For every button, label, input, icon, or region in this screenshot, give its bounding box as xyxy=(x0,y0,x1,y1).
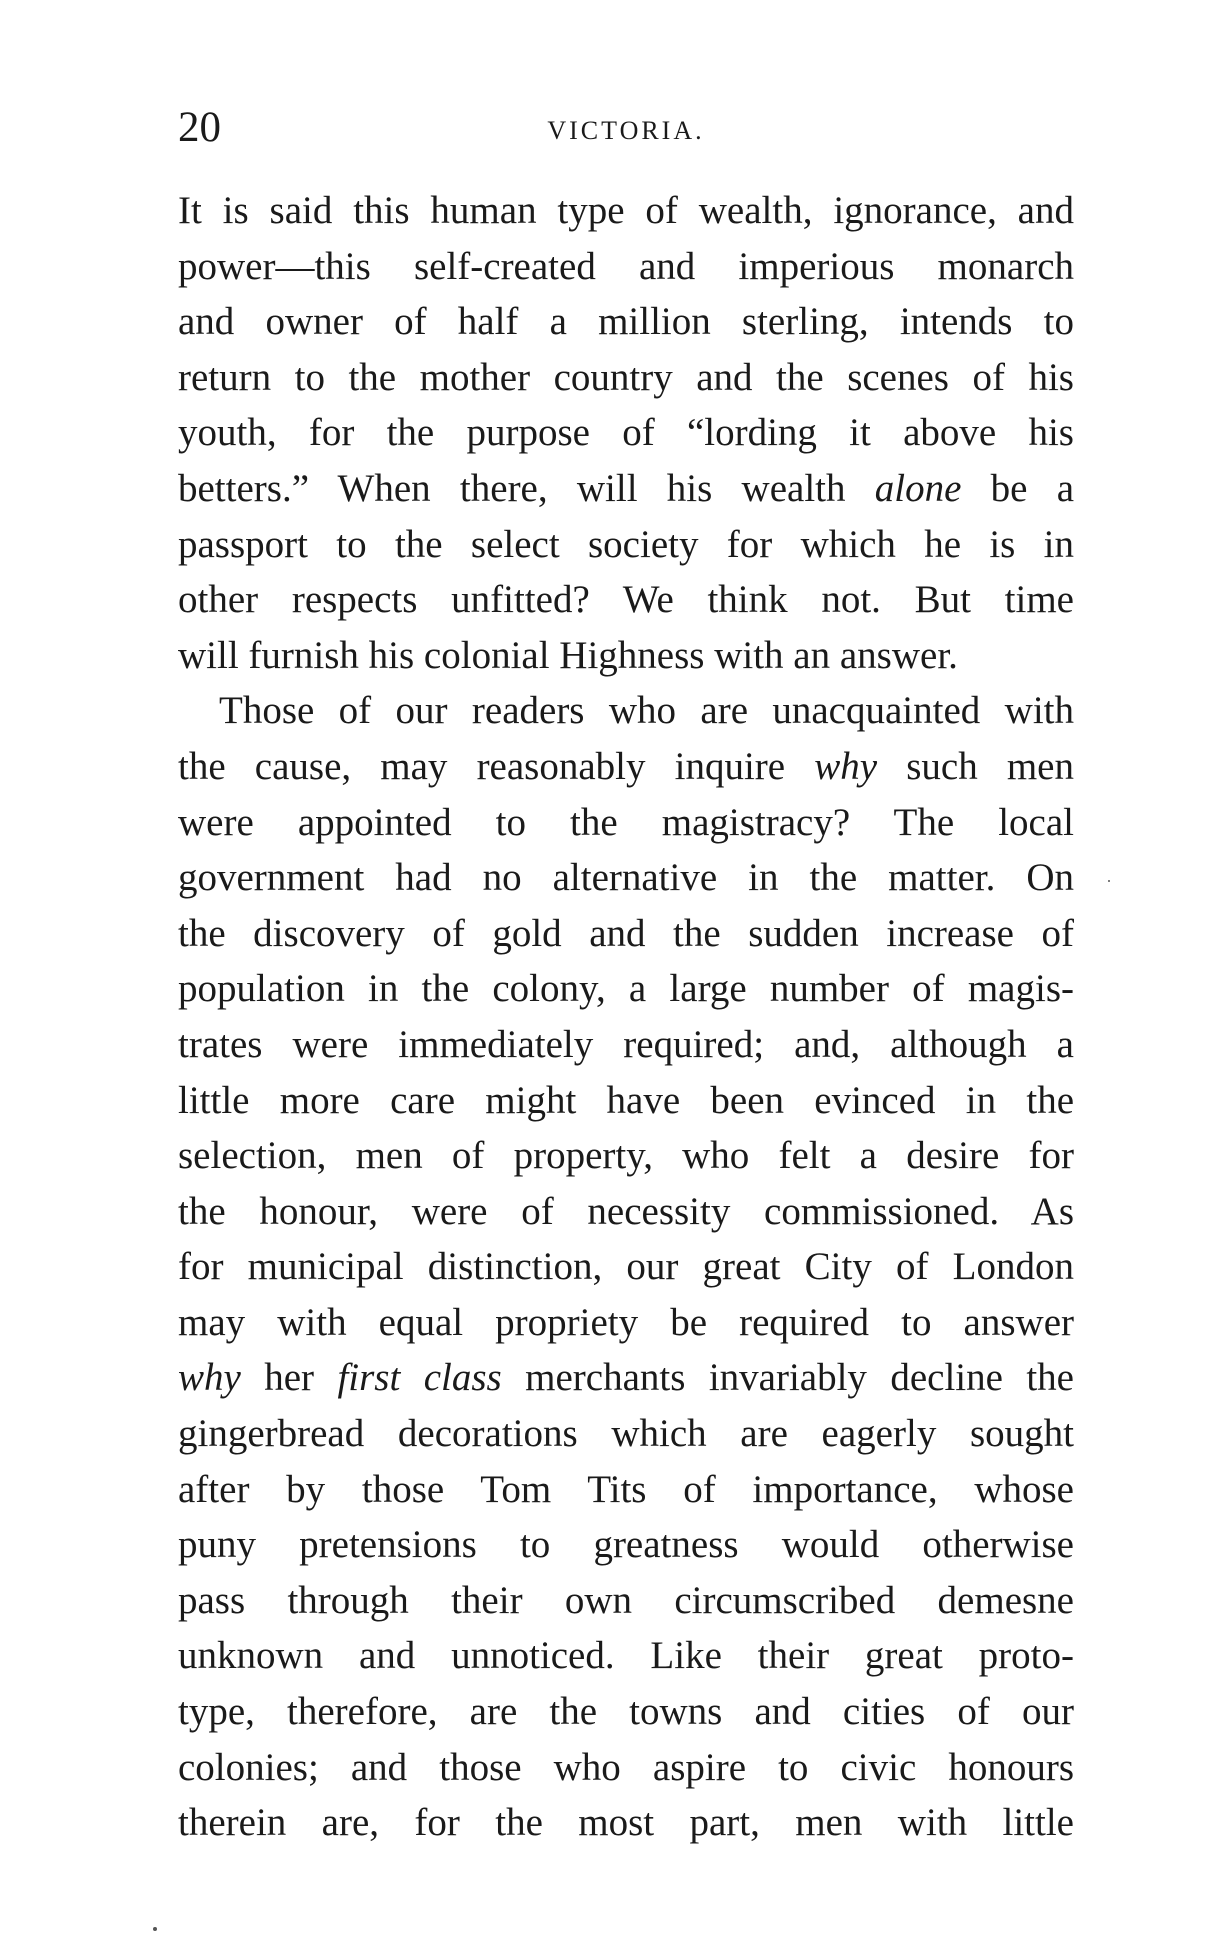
running-title: VICTORIA. xyxy=(547,116,705,145)
text-line: gingerbread decorations which are eagerly sought xyxy=(178,1412,1074,1456)
text-line: return to the mother country and the scenes of his xyxy=(178,355,1074,399)
text-line: the cause, may reasonably inquire why such men xyxy=(178,744,1074,788)
text-line: unknown and unnoticed. Like their great proto- xyxy=(178,1634,1074,1678)
print-speck xyxy=(1108,880,1110,882)
text-line: other respects unfitted? We think not. But time xyxy=(178,578,1074,622)
text-line: betters.” When there, will his wealth alone be a xyxy=(178,466,1074,510)
text-line: passport to the select society for which he is in xyxy=(178,522,1074,566)
text-line: pass through their own circumscribed demesne xyxy=(178,1578,1074,1622)
page-header xyxy=(178,103,1074,153)
body-text xyxy=(178,183,1074,1851)
text-line: were appointed to the magistracy? The local xyxy=(178,800,1074,844)
text-line: selection, men of property, who felt a desire for xyxy=(178,1134,1074,1178)
text-line: trates were immediately required; and, although a xyxy=(178,1022,1074,1066)
text-line: population in the colony, a large number of magis- xyxy=(178,967,1074,1011)
text-line: power—this self-created and imperious monarch xyxy=(178,244,1074,288)
text-line: It is said this human type of wealth, ignorance, and xyxy=(178,189,1074,232)
text-line: Those of our readers who are unacquainted with xyxy=(219,689,1074,733)
text-line: why her first class merchants invariably decline the xyxy=(178,1356,1074,1400)
text-line: government had no alternative in the matter. On xyxy=(178,856,1074,900)
page-number: 20 xyxy=(178,104,221,151)
text-line: therein are, for the most part, men with little xyxy=(178,1801,1074,1845)
text-line: after by those Tom Tits of importance, whose xyxy=(178,1467,1074,1511)
text-line: puny pretensions to greatness would otherwise xyxy=(178,1523,1074,1567)
text-line: colonies; and those who aspire to civic honours xyxy=(178,1745,1074,1789)
text-line: may with equal propriety be required to answer xyxy=(178,1300,1074,1344)
text-line: little more care might have been evinced in the xyxy=(178,1078,1074,1122)
text-line: youth, for the purpose of “lording it above his xyxy=(178,411,1074,455)
text-line: the honour, were of necessity commissioned. As xyxy=(178,1189,1074,1233)
text-line: for municipal distinction, our great City of London xyxy=(178,1245,1074,1289)
text-line: the discovery of gold and the sudden increase of xyxy=(178,911,1074,955)
text-line: will furnish his colonial Highness with an answer. xyxy=(178,633,958,677)
print-speck xyxy=(153,1927,157,1931)
text-line: type, therefore, are the towns and cities of our xyxy=(178,1690,1074,1734)
text-line: and owner of half a million sterling, intends to xyxy=(178,300,1074,344)
